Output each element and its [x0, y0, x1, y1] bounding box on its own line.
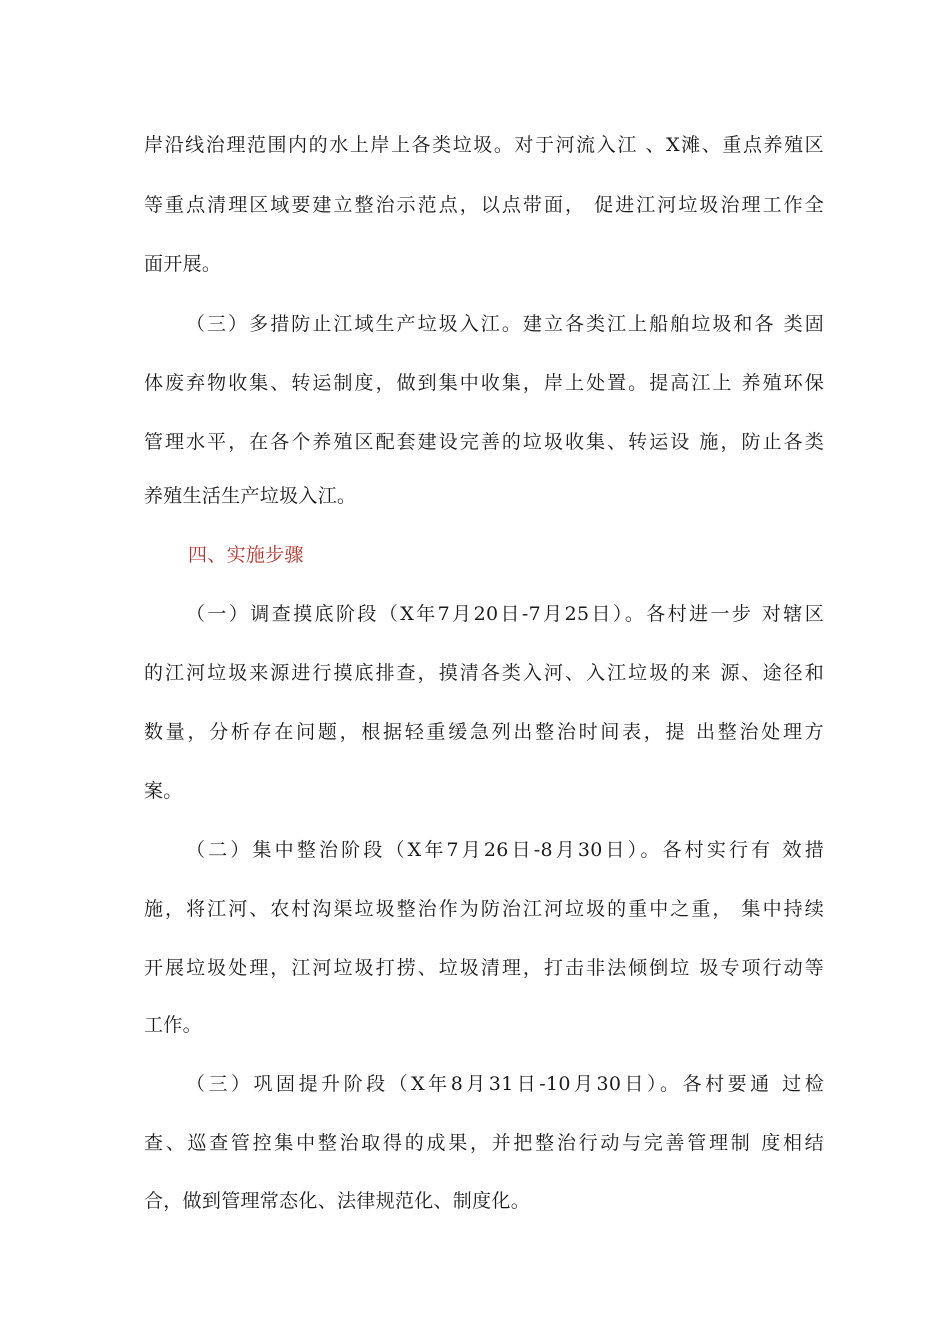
paragraph-line: 开展垃圾处理，江河垃圾打捞、垃圾清理，打击非法倾倒垃 圾专项行动等 — [144, 957, 824, 979]
paragraph-line: 等重点清理区域要建立整治示范点，以点带面， 促进江河垃圾治理工作全 — [144, 194, 824, 216]
paragraph-line: 养殖生活生产垃圾入江。 — [144, 485, 357, 507]
paragraph-line: 数量，分析存在问题，根据轻重缓急列出整治时间表，提 出整治处理方 — [144, 721, 824, 743]
paragraph-line: （一）调查摸底阶段（X年7月20日-7月25日）。各村进一步 对辖区 — [186, 603, 824, 625]
paragraph-line: （三）巩固提升阶段（X年8月31日-10月30日）。各村要通 过检 — [186, 1073, 824, 1095]
paragraph-line: 案。 — [144, 780, 183, 802]
paragraph-line: 施，将江河、农村沟渠垃圾整治作为防治江河垃圾的重中之重， 集中持续 — [144, 898, 824, 920]
paragraph-line: 岸沿线治理范围内的水上岸上各类垃圾。对于河流入江 、X滩、重点养殖区 — [144, 134, 824, 156]
paragraph-line: 的江河垃圾来源进行摸底排查，摸清各类入河、入江垃圾的来 源、途径和 — [144, 662, 824, 684]
paragraph-line: 管理水平，在各个养殖区配套建设完善的垃圾收集、转运设 施，防止各类 — [144, 431, 824, 453]
paragraph-line: 工作。 — [144, 1014, 202, 1036]
section-heading: 四、实施步骤 — [188, 544, 304, 566]
paragraph-line: （二）集中整治阶段（X年7月26日-8月30日）。各村实行有 效措 — [186, 839, 824, 861]
paragraph-line: （三）多措防止江域生产垃圾入江。建立各类江上船舶垃圾和各 类固 — [186, 313, 824, 335]
paragraph-line: 查、巡查管控集中整治取得的成果，并把整治行动与完善管理制 度相结 — [144, 1132, 824, 1154]
paragraph-line: 合，做到管理常态化、法律规范化、制度化。 — [144, 1190, 531, 1212]
paragraph-line: 体废弃物收集、转运制度，做到集中收集，岸上处置。提高江上 养殖环保 — [144, 372, 824, 394]
paragraph-line: 面开展。 — [144, 253, 222, 275]
